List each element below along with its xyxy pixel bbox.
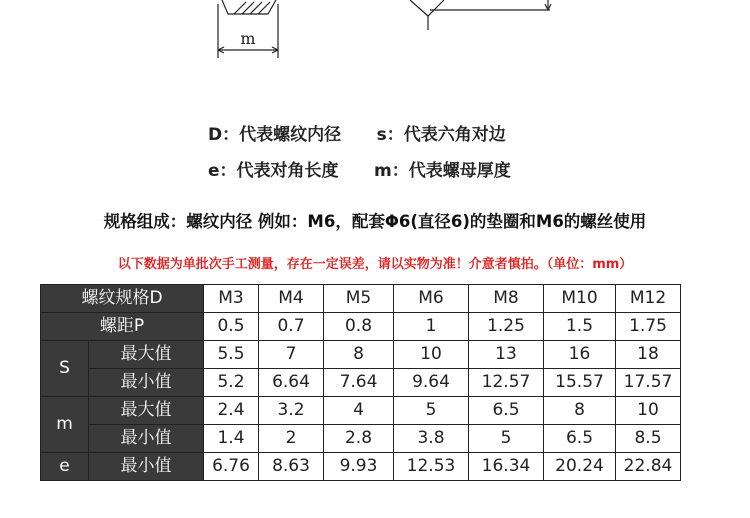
- legend-key: D：: [208, 125, 240, 145]
- m-dimension-label: m: [240, 29, 256, 48]
- table-row: [41, 285, 681, 313]
- m-max-cell: 4: [324, 397, 394, 425]
- s-min-label-cell: 最小值: [89, 369, 204, 397]
- e-min-cell: 22.84: [616, 453, 681, 481]
- measurement-disclaimer: 以下数据为单批次手工测量，存在一定误差，请以实物为准！介意者慎拍。（单位：mm）: [117, 257, 633, 272]
- m-min-cell: 2.8: [324, 425, 394, 453]
- e-min-cell: 8.63: [259, 453, 324, 481]
- size-cell: M10: [544, 285, 616, 313]
- table-row: [41, 369, 681, 397]
- pitch-cell: 0.7: [259, 313, 324, 341]
- s-max-label-cell: 最大值: [89, 341, 204, 369]
- m-min-cell: 3.8: [394, 425, 469, 453]
- table-row: [41, 453, 681, 481]
- e-min-label-cell: 最小值: [89, 453, 204, 481]
- m-min-cell: 5: [469, 425, 544, 453]
- s-min-cell: 6.64: [259, 369, 324, 397]
- s-min-cell: 15.57: [544, 369, 616, 397]
- e-min-cell: 6.76: [204, 453, 259, 481]
- size-cell: M4: [259, 285, 324, 313]
- s-min-cell: 5.2: [204, 369, 259, 397]
- legend-row: [208, 120, 750, 145]
- pitch-cell: 1.75: [616, 313, 681, 341]
- table-row: [41, 397, 681, 425]
- e-group-label-cell: e: [41, 453, 89, 481]
- m-min-label-cell: 最小值: [89, 425, 204, 453]
- m-max-cell: 8: [544, 397, 616, 425]
- size-cell: M5: [324, 285, 394, 313]
- s-max-cell: 10: [394, 341, 469, 369]
- m-max-cell: 2.4: [204, 397, 259, 425]
- nut-top-view: [410, 0, 551, 30]
- s-max-cell: 5.5: [204, 341, 259, 369]
- nut-spec-table: [40, 284, 681, 481]
- s-group-label-cell: S: [41, 341, 89, 397]
- pitch-cell: 0.8: [324, 313, 394, 341]
- m-max-cell: 3.2: [259, 397, 324, 425]
- pitch-cell: 1: [394, 313, 469, 341]
- size-cell: M12: [616, 285, 681, 313]
- table-row: [41, 313, 681, 341]
- m-max-cell: 5: [394, 397, 469, 425]
- s-min-cell: 7.64: [324, 369, 394, 397]
- size-cell: M8: [469, 285, 544, 313]
- m-group-label-cell: m: [41, 397, 89, 453]
- size-cell: M6: [394, 285, 469, 313]
- m-min-cell: 8.5: [616, 425, 681, 453]
- pitch-label-cell: 螺距P: [41, 313, 204, 341]
- e-min-cell: 20.24: [544, 453, 616, 481]
- legend-text: 代表六角对边: [403, 125, 506, 145]
- table-row: [41, 425, 681, 453]
- s-max-cell: 7: [259, 341, 324, 369]
- pitch-cell: 1.5: [544, 313, 616, 341]
- s-max-cell: 13: [469, 341, 544, 369]
- e-min-cell: 16.34: [469, 453, 544, 481]
- legend-key: s：: [376, 125, 404, 145]
- m-max-cell: 6.5: [469, 397, 544, 425]
- legend-key: m：: [374, 161, 409, 181]
- m-max-label-cell: 最大值: [89, 397, 204, 425]
- s-min-cell: 9.64: [394, 369, 469, 397]
- legend-key: e：: [208, 161, 237, 181]
- m-max-cell: 10: [616, 397, 681, 425]
- size-cell: M3: [204, 285, 259, 313]
- legend-row: [208, 156, 750, 181]
- s-max-cell: 18: [616, 341, 681, 369]
- header-label-cell: 螺纹规格D: [41, 285, 204, 313]
- spec-composition-note: 规格组成：螺纹内径 例如：M6，配套Φ6(直径6)的垫圈和M6的螺丝使用: [103, 212, 647, 231]
- e-min-cell: 9.93: [324, 453, 394, 481]
- legend-text: 代表螺纹内径: [239, 125, 342, 145]
- s-max-cell: 8: [324, 341, 394, 369]
- s-min-cell: 12.57: [469, 369, 544, 397]
- m-min-cell: 1.4: [204, 425, 259, 453]
- m-min-cell: 6.5: [544, 425, 616, 453]
- m-min-cell: 2: [259, 425, 324, 453]
- table-row: [41, 341, 681, 369]
- pitch-cell: 0.5: [204, 313, 259, 341]
- s-min-cell: 17.57: [616, 369, 681, 397]
- e-min-cell: 12.53: [394, 453, 469, 481]
- nut-dimension-diagram: [0, 0, 750, 70]
- legend-text: 代表螺母厚度: [408, 161, 511, 181]
- s-max-cell: 16: [544, 341, 616, 369]
- pitch-cell: 1.25: [469, 313, 544, 341]
- legend-text: 代表对角长度: [236, 161, 339, 181]
